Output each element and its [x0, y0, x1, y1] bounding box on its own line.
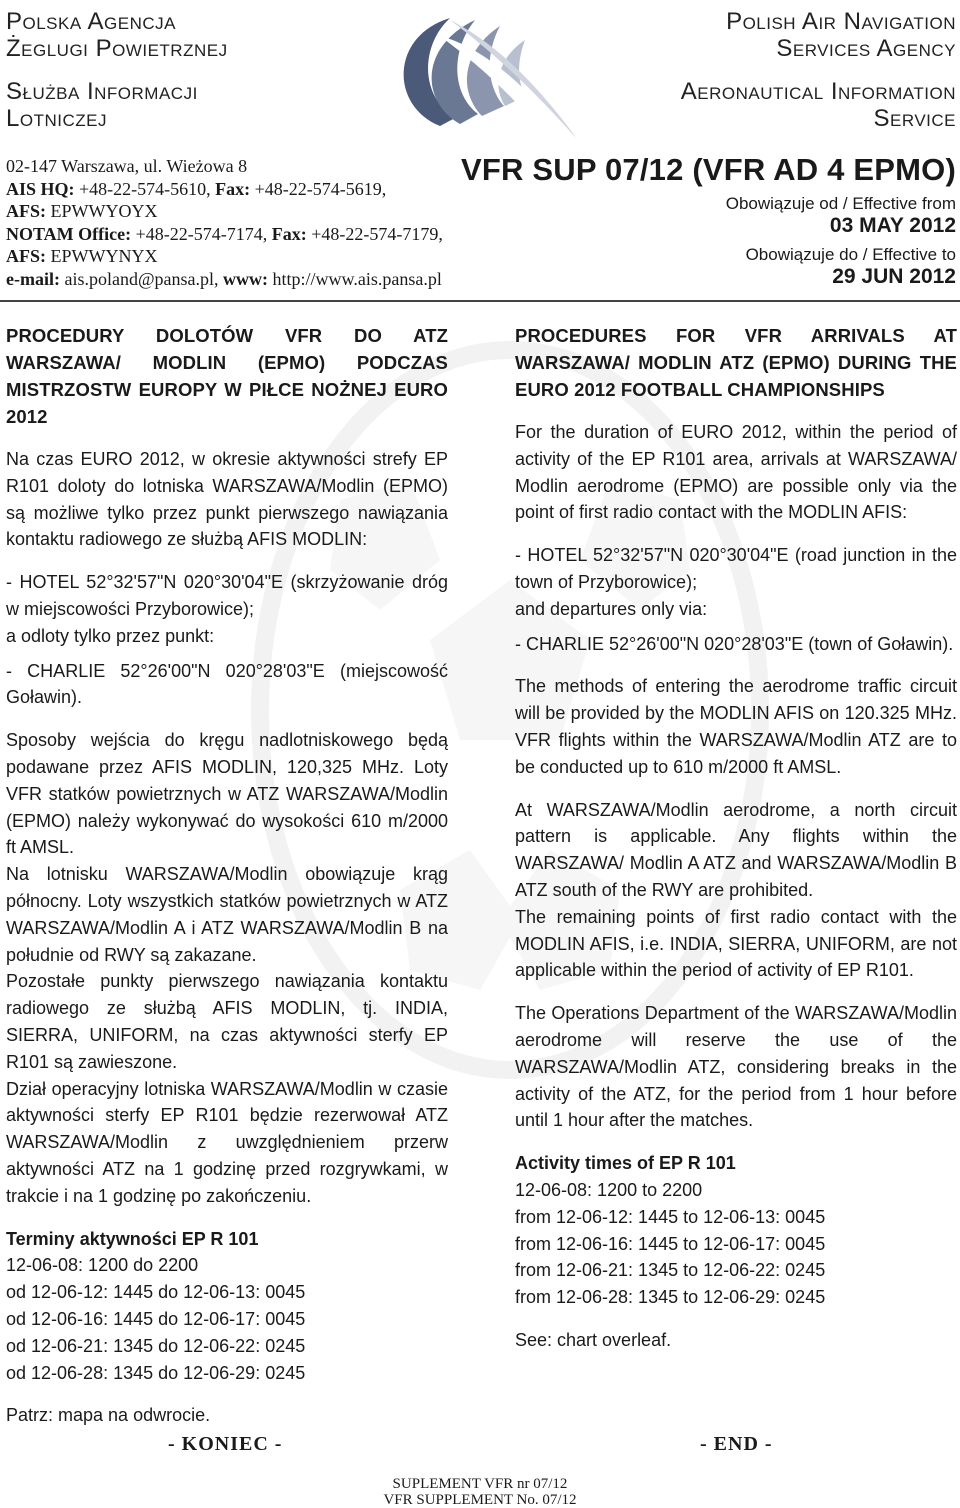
service-name-pl-line1: Służba Informacji	[6, 78, 198, 105]
contact-web-line	[6, 268, 476, 291]
english-time-row: from 12-06-21: 1345 to 12-06-22: 0245	[515, 1260, 826, 1281]
footer-line-pl: SUPLEMENT VFR nr 07/12	[392, 1476, 568, 1492]
polish-departures: a odloty tylko przez punkt:	[6, 625, 215, 646]
polish-paragraph-3: Na lotnisku WARSZAWA/Modlin obowiązuje krąg północny. Loty wszystkich statków powietrznych w ATZ WARSZAWA/Modlin A i ATZ WARSZAWA/Modlin B na południe od RWY są zakazane.	[6, 864, 448, 965]
english-see-chart: See: chart overleaf.	[515, 1329, 672, 1350]
notam-fax: +48-22-574-7179,	[311, 223, 443, 244]
english-paragraph-4: The remaining points of first radio contact with the MODLIN AFIS, i.e. INDIA, SIERRA, UNIFORM, are not applicable within the period of activity of EP R101.	[515, 906, 957, 981]
pansa-logo-icon	[380, 6, 580, 148]
english-time-row: 12-06-08: 1200 to 2200	[515, 1179, 703, 1200]
english-time-row: from 12-06-12: 1445 to 12-06-13: 0045	[515, 1206, 826, 1227]
english-heading: PROCEDURES FOR VFR ARRIVALS AT WARSZAWA/ MODLIN ATZ (EPMO) DURING THE EURO 2012 FOOTBALL CHAMPIONSHIPS	[515, 325, 957, 400]
afs1-label: AFS:	[6, 201, 46, 221]
header-left-service	[6, 78, 198, 132]
footer-line-en: VFR SUPPLEMENT No. 07/12	[383, 1492, 577, 1508]
polish-hotel-point: - HOTEL 52°32'57"N 020°30'04"E (skrzyżowanie dróg w miejscowości Przyborowice);	[6, 572, 448, 619]
english-paragraph-5: The Operations Department of the WARSZAWA/Modlin aerodrome will reserve the use of the WARSZAWA/Modlin ATZ, considering breaks in the activity of the ATZ, for the period from 1 hour before until 1 hour after the matches.	[515, 1003, 957, 1131]
polish-see-chart: Patrz: mapa na odwrocie.	[6, 1405, 211, 1426]
ais-phone: +48-22-574-5610,	[79, 178, 211, 199]
polish-end-mark: - KONIEC -	[168, 1433, 283, 1455]
header-left-org	[6, 8, 228, 62]
header-divider	[0, 300, 960, 302]
org-name-en-line1: Polish Air Navigation	[726, 8, 956, 35]
contact-block	[6, 155, 476, 290]
ais-fax: +48-22-574-5619,	[254, 178, 387, 199]
notam-label: NOTAM Office:	[6, 223, 132, 244]
english-time-row: from 12-06-16: 1445 to 12-06-17: 0045	[515, 1233, 826, 1254]
supplement-title: VFR SUP 07/12 (VFR AD 4 EPMO)	[460, 152, 956, 187]
english-departures: and departures only via:	[515, 598, 708, 619]
english-paragraph-1: For the duration of EURO 2012, within the period of activity of the EP R101 area, arrivals at WARSZAWA/ Modlin aerodrome (EPMO) are possible only via the point of first radio contact with the MODLIN AFIS:	[515, 422, 957, 523]
polish-heading: PROCEDURY DOLOTÓW VFR DO ATZ WARSZAWA/ MODLIN (EPMO) PODCZAS MISTRZOSTW EUROPY W PIŁCE NOŻNEJ EURO 2012	[6, 325, 448, 427]
contact-address: 02-147 Warszawa, ul. Wieżowa 8	[6, 156, 248, 176]
polish-time-row: od 12-06-21: 1345 do 12-06-22: 0245	[6, 1335, 306, 1356]
afs2-label: AFS:	[6, 246, 46, 266]
polish-time-row: od 12-06-12: 1445 do 12-06-13: 0045	[6, 1282, 306, 1303]
org-name-pl-line1: Polska Agencja	[6, 8, 177, 35]
english-paragraph-2: The methods of entering the aerodrome traffic circuit will be provided by the MODLIN AFIS on 120.325 MHz. VFR flights within the WARSZAWA/Modlin ATZ are to be conducted up to 610 m/2000 ft AMSL.	[515, 676, 957, 777]
polish-time-row: od 12-06-16: 1445 do 12-06-17: 0045	[6, 1308, 306, 1329]
ais-label: AIS HQ:	[6, 178, 75, 199]
afs2-value: EPWWYNYX	[50, 246, 158, 266]
afs1-value: EPWWYOYX	[50, 201, 158, 221]
contact-notam-line	[6, 223, 476, 246]
www-link[interactable]: http://www.ais.pansa.pl	[272, 268, 442, 289]
polish-times-heading: Terminy aktywności EP R 101	[6, 1228, 259, 1249]
ais-fax-label: Fax:	[215, 178, 251, 199]
org-name-pl-line2: Żeglugi Powietrznej	[6, 35, 228, 62]
service-name-pl-line2: Lotniczej	[6, 105, 107, 132]
org-name-en-line2: Services Agency	[776, 35, 956, 62]
email-link[interactable]: ais.poland@pansa.pl,	[64, 268, 219, 289]
email-label: e-mail:	[6, 268, 60, 289]
polish-time-row: od 12-06-28: 1345 do 12-06-29: 0245	[6, 1362, 306, 1383]
service-name-en-line2: Service	[873, 105, 956, 132]
english-end-mark: - END -	[700, 1433, 773, 1455]
effective-from-label: Obowiązuje od / Effective from	[725, 194, 956, 213]
www-label: www:	[223, 268, 269, 289]
polish-paragraph-2: Sposoby wejścia do kręgu nadlotniskowego będą podawane przez AFIS MODLIN, 120,325 MHz. Loty VFR statków powietrznych w ATZ WARSZAWA/Modlin (EPMO) należy wykonywać do wysokości 610 m/2000 ft AMSL.	[6, 730, 448, 858]
effective-to-label: Obowiązuje do / Effective to	[745, 245, 956, 264]
polish-column	[6, 322, 448, 1429]
polish-time-row: 12-06-08: 1200 do 2200	[6, 1255, 199, 1276]
contact-afs2-line	[6, 245, 476, 268]
english-times-heading: Activity times of EP R 101	[515, 1153, 736, 1174]
notam-phone: +48-22-574-7174,	[135, 223, 268, 244]
contact-afs1-line	[6, 200, 476, 223]
polish-charlie-point: - CHARLIE 52°26'00"N 020°28'03"E (miejscowość Goławin).	[6, 660, 448, 708]
english-time-row: from 12-06-28: 1345 to 12-06-29: 0245	[515, 1287, 826, 1308]
service-name-en-line1: Aeronautical Information	[680, 78, 956, 105]
english-hotel-point: - HOTEL 52°32'57"N 020°30'04"E (road junction in the town of Przyborowice);	[515, 545, 957, 592]
polish-paragraph-4: Pozostałe punkty pierwszego nawiązania kontaktu radiowego ze służbą AFIS MODLIN, tj. INDIA, SIERRA, UNIFORM, na czas aktywności sterfy EP R101 są zawieszone.	[6, 971, 448, 1072]
english-column	[515, 322, 957, 1354]
contact-ais-line	[6, 178, 476, 201]
effective-from-date: 03 MAY 2012	[829, 214, 956, 237]
header-right-service	[681, 78, 956, 132]
polish-paragraph-5: Dział operacyjny lotniska WARSZAWA/Modlin w czasie aktywności sterfy EP R101 będzie rezerwował ATZ WARSZAWA/Modlin z uwzględnieniem przerw aktywności ATZ na 1 godzinę przed rozgrywkami, w trakcie i na 1 godzinę po zakończeniu.	[6, 1078, 448, 1206]
english-charlie-point: - CHARLIE 52°26'00"N 020°28'03"E (town of Goławin).	[515, 633, 954, 654]
notam-fax-label: Fax:	[271, 223, 307, 244]
header-right-org	[726, 8, 956, 62]
polish-paragraph-1: Na czas EURO 2012, w okresie aktywności strefy EP R101 doloty do lotniska WARSZAWA/Modlin (EPMO) są możliwe tylko przez punkt pierwszego nawiązania kontaktu radiowego ze służbą AFIS MODLIN:	[6, 449, 448, 550]
effective-to-date: 29 JUN 2012	[832, 265, 956, 288]
english-paragraph-3: At WARSZAWA/Modlin aerodrome, a north circuit pattern is applicable. Any flights within the WARSZAWA/ Modlin A ATZ and WARSZAWA/Modlin B ATZ south of the RWY are prohibited.	[515, 799, 957, 900]
